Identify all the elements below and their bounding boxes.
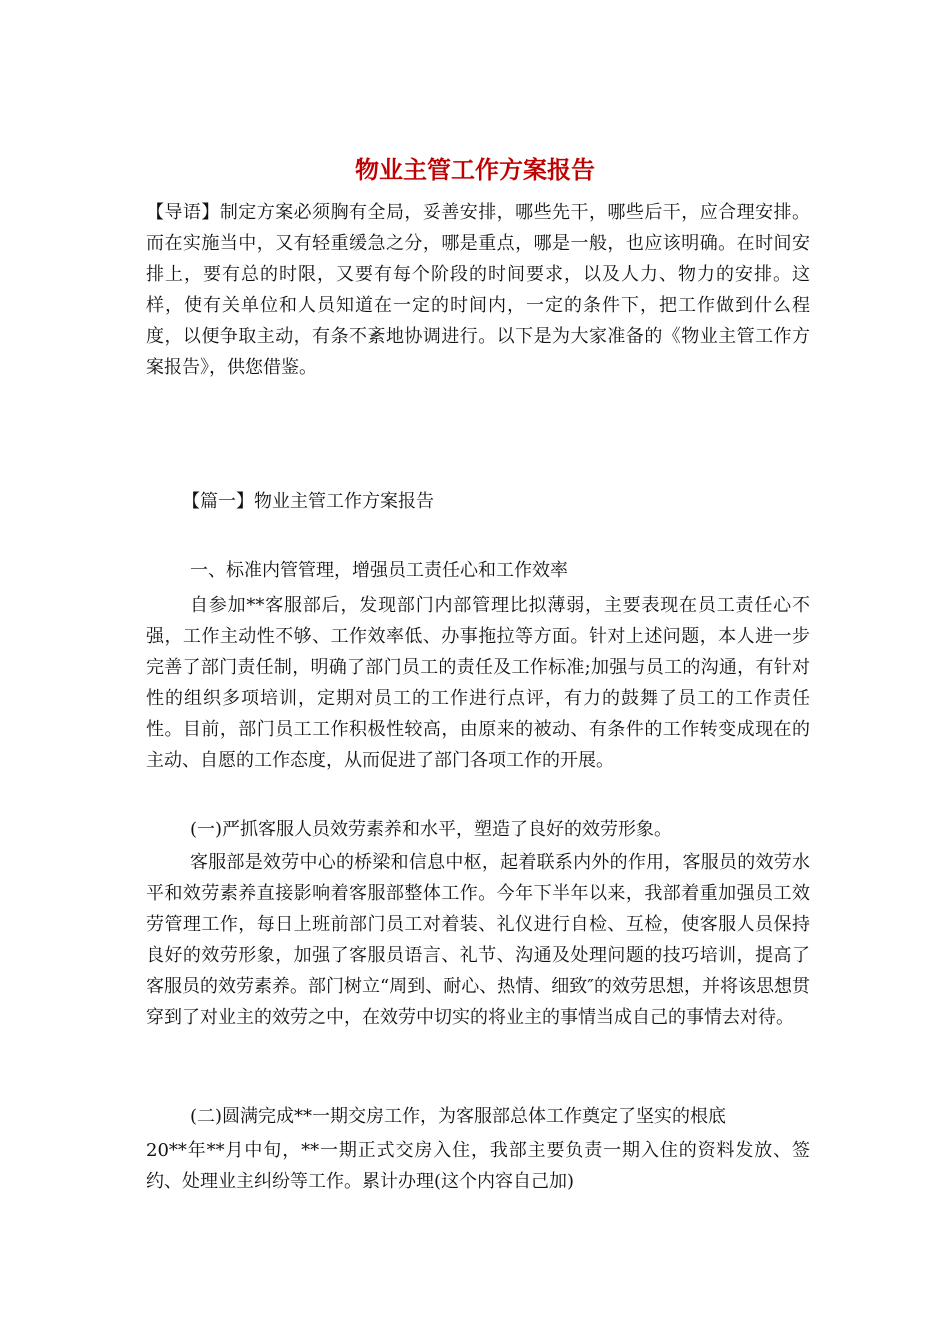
body-paragraph-2 [146, 847, 810, 1033]
sub-heading-1: (一)严抓客服人员效劳素养和水平，塑造了良好的效劳形象。 [190, 819, 673, 840]
heading-1: 一、标准内管管理，增强员工责任心和工作效率 [190, 560, 568, 581]
document-title: 物业主管工作方案报告 [355, 155, 595, 184]
body-paragraph-3 [146, 1135, 810, 1197]
paragraph-text: 客服部是效劳中心的桥梁和信息中枢，起着联系内外的作用，客服员的效劳水平和效劳素养直接影响着客服部整体工作。今年下半年以来，我部着重加强员工效劳管理工作，每日上班前部门员工对着装、礼仪进行自检、互检，使客服人员保持良好的效劳形象，加强了客服员语言、礼节、沟通及处理问题的技巧培训，提高了客服员的效劳素养。部门树立“周到、耐心、热情、细致″的效劳思想，并将该思想贯穿到了对业主的效劳之中，在效劳中切实的将业主的事情当成自己的事情去对待。 [146, 852, 810, 1028]
body-paragraph-1 [146, 590, 810, 776]
paragraph-text: 自参加**客服部后，发现部门内部管理比拟薄弱，主要表现在员工责任心不强，工作主动性不够、工作效率低、办事拖拉等方面。针对上述问题，本人进一步完善了部门责任制，明确了部门员工的责任及工作标准;加强与员工的沟通，有针对性的组织多项培训，定期对员工的工作进行点评，有力的鼓舞了员工的工作责任性。目前，部门员工工作积极性较高，由原来的被动、有条件的工作转变成现在的主动、自愿的工作态度，从而促进了部门各项工作的开展。 [146, 595, 810, 771]
section-title: 【篇一】物业主管工作方案报告 [182, 491, 434, 512]
paragraph-text: 20**年**月中旬，**一期正式交房入住，我部主要负责一期入住的资料发放、签约、处理业主纠纷等工作。累计办理(这个内容自己加) [146, 1140, 810, 1192]
intro-paragraph: 【导语】制定方案必须胸有全局，妥善安排，哪些先干，哪些后干，应合理安排。而在实施当中，又有轻重缓急之分，哪是重点，哪是一般，也应该明确。在时间安排上，要有总的时限，又要有每个阶段的时间要求，以及人力、物力的安排。这样，使有关单位和人员知道在一定的时间内，一定的条件下，把工作做到什么程度，以便争取主动，有条不紊地协调进行。以下是为大家准备的《物业主管工作方案报告》，供您借鉴。 [146, 202, 810, 378]
sub-heading-2: (二)圆满完成**一期交房工作，为客服部总体工作奠定了坚实的根底 [190, 1106, 727, 1127]
